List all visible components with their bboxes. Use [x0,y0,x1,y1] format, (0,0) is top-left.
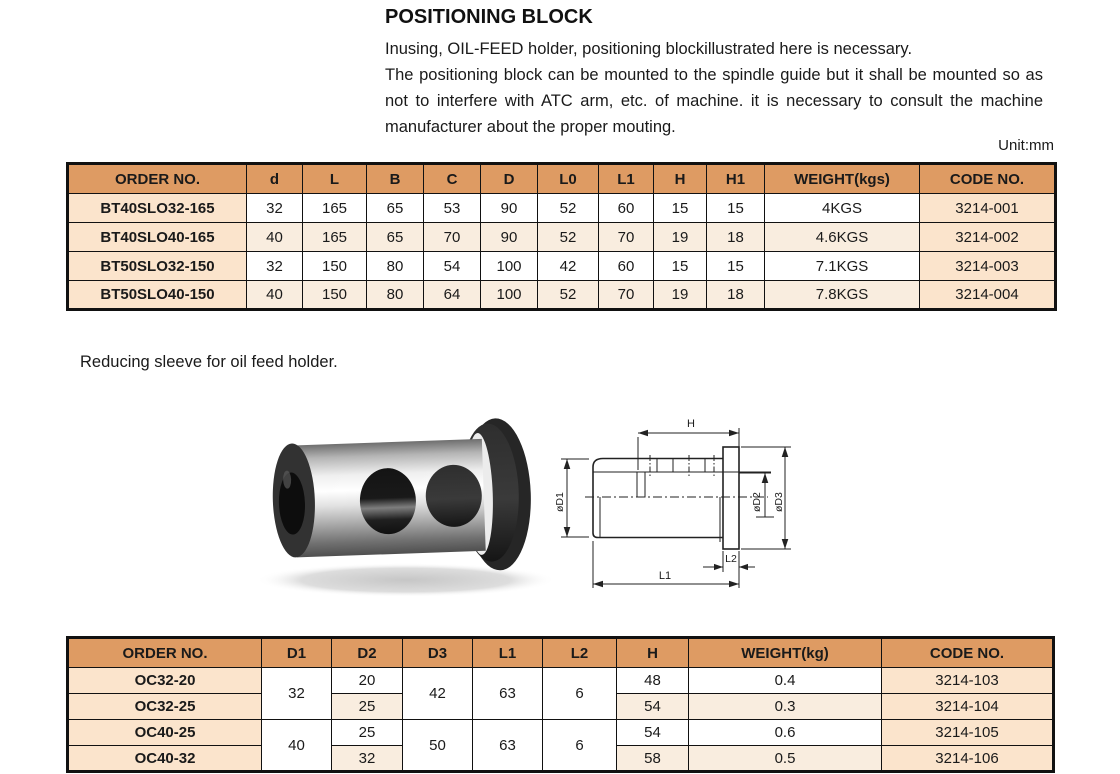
table-cell: 19 [654,281,707,310]
weight-cell: 7.8KGS [765,281,920,310]
order-no-cell: BT50SLO32-150 [68,252,247,281]
column-header: D [481,164,538,194]
column-header: L2 [543,638,617,668]
table-cell: 18 [707,223,765,252]
table-row [68,720,1054,746]
table-cell: 42 [403,668,473,720]
order-no-cell: OC32-25 [68,694,262,720]
table-cell: 80 [367,281,424,310]
table-cell: 19 [654,223,707,252]
table-cell: 15 [707,252,765,281]
dim-label-d2: øD2 [751,492,763,512]
table-cell: 15 [707,194,765,223]
table-cell: 25 [332,720,403,746]
table-cell: 54 [617,694,689,720]
header-block [385,6,1043,140]
table-cell: 64 [424,281,481,310]
table-cell: 165 [303,223,367,252]
order-no-cell: BT40SLO32-165 [68,194,247,223]
order-no-cell: BT50SLO40-150 [68,281,247,310]
code-no-cell: 3214-106 [882,746,1054,772]
weight-cell: 0.3 [689,694,882,720]
code-no-cell: 3214-002 [920,223,1056,252]
column-header: D1 [262,638,332,668]
code-no-cell: 3214-004 [920,281,1056,310]
table-row [68,194,1056,223]
table-cell: 6 [543,668,617,720]
table-row [68,281,1056,310]
dim-label-l2: L2 [725,553,737,565]
column-header: L0 [538,164,599,194]
table-cell: 80 [367,252,424,281]
table-row [68,668,1054,694]
dim-label-d1: øD1 [554,492,566,512]
page-title: POSITIONING BLOCK [385,6,593,28]
column-header: H [617,638,689,668]
table-cell: 40 [262,720,332,772]
table-cell: 58 [617,746,689,772]
weight-cell: 0.4 [689,668,882,694]
table-cell: 32 [247,194,303,223]
order-no-cell: OC40-32 [68,746,262,772]
dim-label-l1: L1 [658,570,672,582]
table-cell: 25 [332,694,403,720]
table-cell: 18 [707,281,765,310]
column-header: L [303,164,367,194]
reducing-sleeve-table [66,636,1055,773]
table-cell: 50 [403,720,473,772]
positioning-block-table [66,162,1057,311]
intro-paragraph: The positioning block can be mounted to the spindle guide but it shall be mounted so as not to interfere with ATC arm, etc. of machine. it is necessary to consult the machine manufacturer about the proper mouting. [385,66,1043,136]
table-cell: 63 [473,720,543,772]
code-no-cell: 3214-001 [920,194,1056,223]
column-header: d [247,164,303,194]
column-header: WEIGHT(kg) [689,638,882,668]
table-header-row [68,638,1054,668]
table-cell: 60 [599,252,654,281]
table-cell: 65 [367,194,424,223]
weight-cell: 0.6 [689,720,882,746]
table-cell: 52 [538,281,599,310]
order-no-cell: OC32-20 [68,668,262,694]
column-header: H [654,164,707,194]
photo-shadow [256,563,556,597]
table-header-row [68,164,1056,194]
table-cell: 54 [617,720,689,746]
table-cell: 40 [247,281,303,310]
table-cell: 70 [599,223,654,252]
table-cell: 70 [424,223,481,252]
table-cell: 90 [481,194,538,223]
table-cell: 40 [247,223,303,252]
code-no-cell: 3214-105 [882,720,1054,746]
column-header: ORDER NO. [68,638,262,668]
table-cell: 20 [332,668,403,694]
column-header: ORDER NO. [68,164,247,194]
intro-line: Inusing, OIL-FEED holder, positioning blockillustrated here is necessary. [385,40,913,58]
table-cell: 32 [332,746,403,772]
table-cell: 63 [473,668,543,720]
weight-cell: 7.1KGS [765,252,920,281]
column-header: D2 [332,638,403,668]
dim-label-h: H [687,418,695,430]
table-cell: 100 [481,252,538,281]
table-cell: 100 [481,281,538,310]
table-cell: 15 [654,194,707,223]
column-header: WEIGHT(kgs) [765,164,920,194]
table-cell: 150 [303,252,367,281]
table-cell: 60 [599,194,654,223]
code-no-cell: 3214-104 [882,694,1054,720]
column-header: CODE NO. [882,638,1054,668]
figure-caption: Reducing sleeve for oil feed holder. [80,353,338,371]
table-cell: 52 [538,223,599,252]
table-cell: 90 [481,223,538,252]
code-no-cell: 3214-003 [920,252,1056,281]
code-no-cell: 3214-103 [882,668,1054,694]
unit-label: Unit:mm [998,137,1054,154]
order-no-cell: OC40-25 [68,720,262,746]
weight-cell: 0.5 [689,746,882,772]
reducing-sleeve-dimension-drawing [553,405,843,615]
table-cell: 6 [543,720,617,772]
table-cell: 53 [424,194,481,223]
reducing-sleeve-photo [238,408,568,620]
table-cell: 48 [617,668,689,694]
table-cell: 32 [262,668,332,720]
dim-label-d3: øD3 [773,492,785,512]
weight-cell: 4KGS [765,194,920,223]
table-row [68,252,1056,281]
table-cell: 70 [599,281,654,310]
table-cell: 65 [367,223,424,252]
column-header: H1 [707,164,765,194]
table-cell: 150 [303,281,367,310]
table-cell: 32 [247,252,303,281]
column-header: B [367,164,424,194]
weight-cell: 4.6KGS [765,223,920,252]
order-no-cell: BT40SLO40-165 [68,223,247,252]
column-header: L1 [599,164,654,194]
table-row [68,223,1056,252]
column-header: D3 [403,638,473,668]
table-cell: 52 [538,194,599,223]
table-cell: 165 [303,194,367,223]
table-cell: 42 [538,252,599,281]
table-cell: 15 [654,252,707,281]
table-cell: 54 [424,252,481,281]
column-header: L1 [473,638,543,668]
column-header: C [424,164,481,194]
column-header: CODE NO. [920,164,1056,194]
